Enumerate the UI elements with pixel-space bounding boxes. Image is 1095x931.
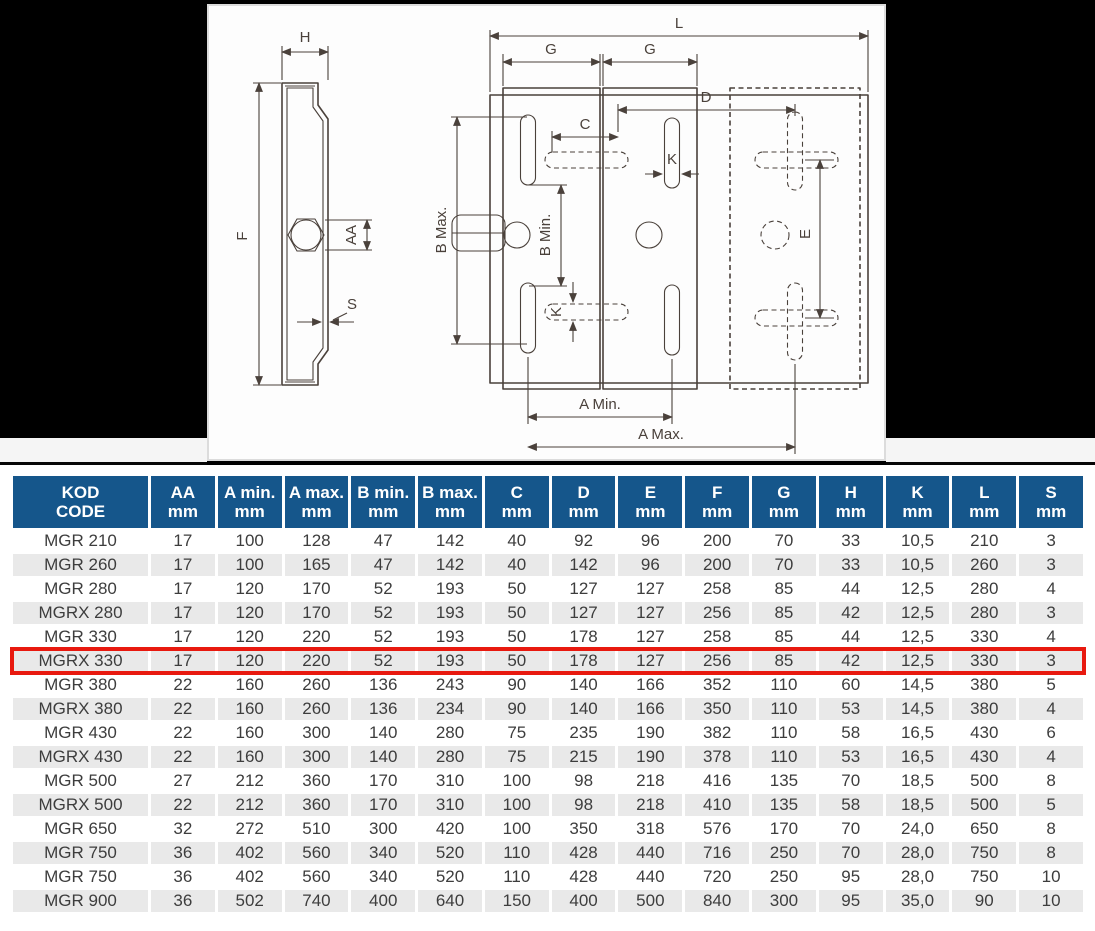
column-header-f: F mm (685, 476, 749, 528)
dim-label-k-bottom: K (548, 306, 565, 318)
column-header-code: KOD CODE (13, 476, 148, 528)
dimension-table (10, 474, 1086, 914)
dimension-s (297, 296, 357, 322)
technical-drawing-panel (207, 4, 886, 461)
dimension-a-max (528, 364, 795, 454)
dim-label-h: H (299, 29, 311, 46)
cell-code: MGR 380 (13, 674, 148, 696)
column-header-s: S mm (1019, 476, 1083, 528)
table-header (13, 476, 1083, 528)
dimension-k-top (645, 151, 699, 174)
table-row: MGR 900 36 502 740 400 640 150 400 500 840 300 95 35,0 90 10 (13, 890, 1083, 912)
bracket-dimension-drawing (209, 6, 884, 459)
cell-code: MGR 260 (13, 554, 148, 576)
dimension-g-right (603, 41, 697, 86)
dimension-table-section (0, 465, 1095, 914)
cell-code: MGR 330 (13, 626, 148, 648)
table-row: MGRX 280 17 120 170 52 193 50 127 127 256 85 42 12,5 280 3 (13, 602, 1083, 624)
table-row: MGR 650 32 272 510 300 420 100 350 318 576 170 70 24,0 650 8 (13, 818, 1083, 840)
dim-label-a-min: A Min. (579, 396, 621, 413)
dim-label-g2: G (644, 41, 656, 58)
table-row: MGR 430 22 160 300 140 280 75 235 190 382 110 58 16,5 430 6 (13, 722, 1083, 744)
dimension-f (234, 83, 281, 385)
cell-code: MGRX 280 (13, 602, 148, 624)
column-header-d: D mm (552, 476, 616, 528)
cell-code: MGR 280 (13, 578, 148, 600)
dimension-k-bottom (548, 282, 573, 342)
dim-label-e: E (797, 228, 814, 240)
dim-label-a-max: A Max. (638, 426, 684, 443)
cell-code: MGRX 380 (13, 698, 148, 720)
column-header-l: L mm (952, 476, 1016, 528)
table-row: MGR 380 22 160 260 136 243 90 140 166 352 110 60 14,5 380 5 (13, 674, 1083, 696)
extended-plate-dashed (730, 88, 860, 389)
table-row-highlighted: MGRX 330 17 120 220 52 193 50 178 127 256 85 42 12,5 330 3 (13, 650, 1083, 672)
cell-code: MGR 500 (13, 770, 148, 792)
dimension-b-max (433, 117, 527, 344)
column-header-c: C mm (485, 476, 549, 528)
cell-code: MGRX 500 (13, 794, 148, 816)
drawing-background (0, 0, 1095, 465)
column-header-a-min: A min. mm (218, 476, 282, 528)
dimension-b-min (529, 185, 567, 286)
dimension-c (552, 116, 618, 152)
column-header-h: H mm (819, 476, 883, 528)
column-header-g: G mm (752, 476, 816, 528)
table-row: MGR 750 36 402 560 340 520 110 428 440 720 250 95 28,0 750 10 (13, 866, 1083, 888)
column-header-b-max: B max. mm (418, 476, 482, 528)
dimension-h (282, 29, 328, 80)
dim-label-b-max: B Max. (433, 206, 450, 254)
dimension-aa (325, 220, 372, 250)
table-row: MGR 210 17 100 128 47 142 40 92 96 200 70 33 10,5 210 3 (13, 530, 1083, 552)
dimension-g-left (503, 41, 600, 86)
cell-code: MGR 900 (13, 890, 148, 912)
right-black-margin-strip (886, 438, 1095, 465)
column-header-k: K mm (886, 476, 950, 528)
table-row: MGR 750 36 402 560 340 520 110 428 440 716 250 70 28,0 750 8 (13, 842, 1083, 864)
cell-code: MGRX 330 (13, 650, 148, 672)
table-row: MGR 500 27 212 360 170 310 100 98 218 416 135 70 18,5 500 8 (13, 770, 1083, 792)
dim-label-l: L (674, 15, 684, 32)
table-row: MGRX 500 22 212 360 170 310 100 98 218 410 135 58 18,5 500 5 (13, 794, 1083, 816)
table-row: MGR 260 17 100 165 47 142 40 142 96 200 70 33 10,5 260 3 (13, 554, 1083, 576)
dim-label-f: F (234, 231, 251, 241)
table-row: MGR 330 17 120 220 52 193 50 178 127 258 85 44 12,5 330 4 (13, 626, 1083, 648)
dim-label-c: C (579, 116, 591, 133)
dim-label-b-min: B Min. (537, 213, 554, 257)
dimension-e (797, 160, 834, 318)
column-header-aa: AA mm (151, 476, 215, 528)
front-view (433, 15, 868, 454)
cell-code: MGR 650 (13, 818, 148, 840)
left-black-margin-strip (0, 438, 207, 465)
cell-code: MGR 210 (13, 530, 148, 552)
table-body (13, 530, 1083, 912)
dim-label-aa: AA (343, 224, 360, 246)
dim-label-d: D (700, 89, 712, 106)
table-row: MGRX 430 22 160 300 140 280 75 215 190 378 110 53 16,5 430 4 (13, 746, 1083, 768)
cell-code: MGRX 430 (13, 746, 148, 768)
cell-code: MGR 750 (13, 842, 148, 864)
table-row: MGRX 380 22 160 260 136 234 90 140 166 350 110 53 14,5 380 4 (13, 698, 1083, 720)
column-header-e: E mm (618, 476, 682, 528)
dim-label-s: S (346, 296, 358, 313)
dim-label-k-top: K (666, 151, 678, 168)
cell-code: MGR 430 (13, 722, 148, 744)
dim-label-g1: G (545, 41, 557, 58)
column-header-a-max: A max. mm (285, 476, 349, 528)
cell-code: MGR 750 (13, 866, 148, 888)
side-view (234, 29, 372, 385)
table-row: MGR 280 17 120 170 52 193 50 127 127 258 85 44 12,5 280 4 (13, 578, 1083, 600)
column-header-b-min: B min. mm (351, 476, 415, 528)
